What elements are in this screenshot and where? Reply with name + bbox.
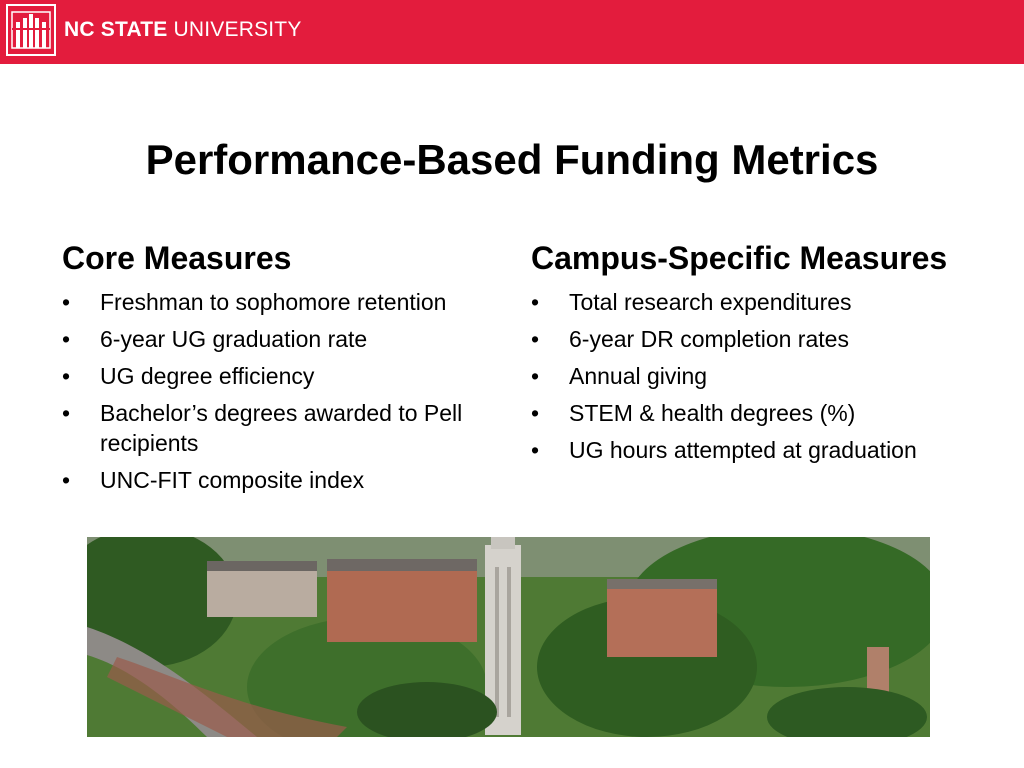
list-item-text: STEM & health degrees (%)	[569, 400, 856, 426]
list-item	[62, 287, 502, 317]
slide-title: Performance-Based Funding Metrics	[145, 136, 879, 183]
list-item	[531, 435, 1001, 465]
campus-specific-column	[531, 240, 1001, 472]
bullet: •	[531, 326, 540, 352]
list-item	[62, 398, 502, 458]
core-measures-heading: Core Measures	[62, 240, 292, 276]
bullet: •	[531, 289, 540, 315]
bullet: •	[62, 400, 71, 426]
core-measures-list	[62, 287, 502, 495]
list-item-text: Total research expenditures	[569, 289, 852, 315]
brand-bold: NC STATE	[64, 18, 168, 41]
list-item	[531, 287, 1001, 317]
list-item-text: Freshman to sophomore retention	[100, 289, 447, 315]
bullet: •	[62, 467, 71, 493]
bullet: •	[531, 363, 540, 389]
bullet: •	[531, 437, 540, 463]
brand-wordmark	[64, 18, 302, 42]
bullet: •	[62, 326, 71, 352]
campus-specific-heading: Campus-Specific Measures	[531, 240, 948, 276]
header-bar	[0, 0, 1024, 64]
list-item	[62, 361, 502, 391]
nc-state-logo-icon	[6, 4, 56, 56]
brand-light: UNIVERSITY	[167, 18, 302, 41]
list-item-text: UNC-FIT composite index	[100, 467, 365, 493]
list-item	[62, 324, 502, 354]
bullet: •	[531, 400, 540, 426]
list-item-text: Annual giving	[569, 363, 708, 389]
list-item	[531, 361, 1001, 391]
list-item-text: UG degree efficiency	[100, 363, 315, 389]
core-measures-column	[62, 240, 502, 502]
list-item	[62, 465, 502, 495]
list-item	[531, 324, 1001, 354]
campus-aerial-photo	[87, 537, 930, 737]
list-item-text: 6-year UG graduation rate	[100, 326, 368, 352]
list-item-text: UG hours attempted at graduation	[569, 437, 917, 463]
list-item-text: 6-year DR completion rates	[569, 326, 849, 352]
bullet: •	[62, 363, 71, 389]
list-item	[531, 398, 1001, 428]
list-item-text: Bachelor’s degrees awarded to Pell recipients	[100, 400, 463, 456]
bullet: •	[62, 289, 71, 315]
campus-specific-list	[531, 287, 1001, 465]
